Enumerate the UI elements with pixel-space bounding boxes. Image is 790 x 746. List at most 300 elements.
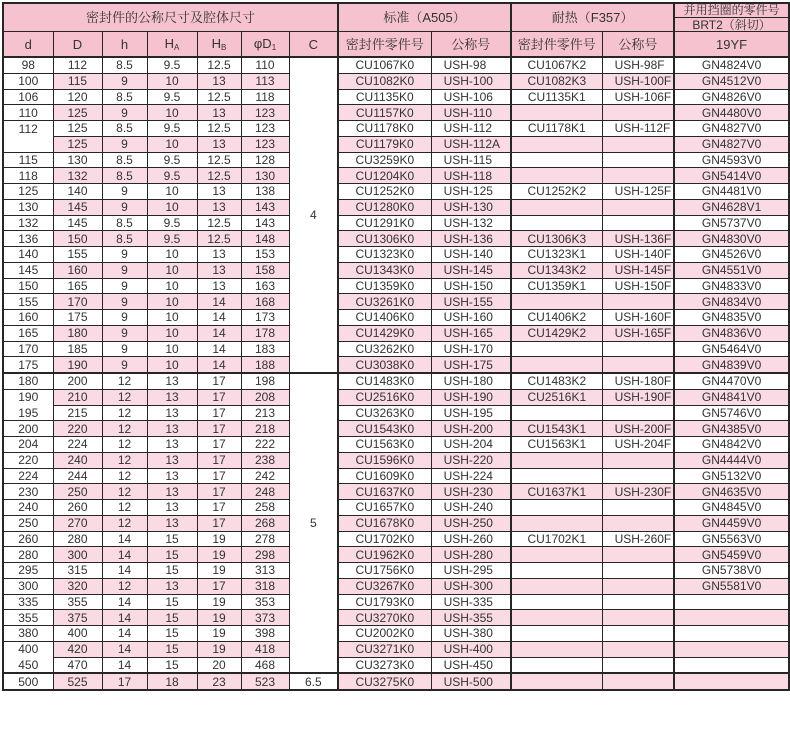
cell-hb: 12.5 xyxy=(197,89,241,105)
cell-heat-nominal-number: USH-112F xyxy=(602,121,674,137)
cell-standard-nominal-number: USH-136 xyxy=(431,231,511,247)
cell-standard-part-number: CU1637K0 xyxy=(338,484,431,500)
table-row xyxy=(3,262,789,278)
cell-phi-d1: 298 xyxy=(241,547,289,563)
cell-hb: 19 xyxy=(197,641,241,657)
table-row xyxy=(3,673,789,690)
cell-ha: 13 xyxy=(147,452,197,468)
cell-heat-part-number: CU1082K3 xyxy=(511,73,602,89)
cell-heat-part-number xyxy=(511,515,602,531)
cell-heat-part-number xyxy=(511,199,602,215)
cell-h: 8.5 xyxy=(102,231,147,247)
cell-heat-part-number xyxy=(511,405,602,421)
cell-backup-ring-part-number: GN4842V0 xyxy=(674,437,789,453)
cell-standard-part-number: CU2516K0 xyxy=(338,389,431,405)
cell-phi-d1: 158 xyxy=(241,262,289,278)
cell-heat-nominal-number xyxy=(602,152,674,168)
cell-h: 12 xyxy=(102,389,147,405)
col-header-D: D xyxy=(53,32,102,58)
cell-d: 300 xyxy=(3,578,53,594)
cell-hb: 12.5 xyxy=(197,231,241,247)
cell-phi-d1: 353 xyxy=(241,594,289,610)
table-row xyxy=(3,231,789,247)
cell-ha: 9.5 xyxy=(147,89,197,105)
cell-heat-part-number: CU1563K1 xyxy=(511,437,602,453)
table-row xyxy=(3,563,789,579)
cell-hb: 17 xyxy=(197,500,241,516)
cell-c: 5 xyxy=(289,373,338,673)
cell-heat-part-number: CU1252K2 xyxy=(511,184,602,200)
cell-backup-ring-part-number xyxy=(674,673,789,690)
cell-phi-d1: 258 xyxy=(241,500,289,516)
cell-ha: 15 xyxy=(147,657,197,673)
cell-hb: 14 xyxy=(197,325,241,341)
cell-heat-nominal-number xyxy=(602,405,674,421)
cell-d: 130 xyxy=(3,199,53,215)
cell-hb: 13 xyxy=(197,73,241,89)
col-header-ring-code: 19YF xyxy=(674,32,789,58)
cell-hb: 17 xyxy=(197,452,241,468)
cell-standard-part-number: CU2002K0 xyxy=(338,626,431,642)
cell-phi-d1: 468 xyxy=(241,657,289,673)
cell-ha: 13 xyxy=(147,468,197,484)
cell-heat-part-number xyxy=(511,468,602,484)
cell-standard-nominal-number: USH-500 xyxy=(431,673,511,690)
header-dimensions-title: 密封件的公称尺寸及腔体尺寸 xyxy=(3,3,338,32)
cell-heat-nominal-number xyxy=(602,641,674,657)
cell-h: 14 xyxy=(102,531,147,547)
cell-standard-part-number: CU3263K0 xyxy=(338,405,431,421)
cell-heat-nominal-number xyxy=(602,357,674,373)
cell-d: 240 xyxy=(3,500,53,516)
cell-d: 115 xyxy=(3,152,53,168)
cell-D: 125 xyxy=(53,105,102,121)
cell-h: 8.5 xyxy=(102,57,147,73)
cell-backup-ring-part-number: GN4830V0 xyxy=(674,231,789,247)
cell-heat-nominal-number xyxy=(602,515,674,531)
cell-standard-nominal-number: USH-250 xyxy=(431,515,511,531)
table-row xyxy=(3,547,789,563)
cell-heat-nominal-number xyxy=(602,610,674,626)
cell-standard-nominal-number: USH-400 xyxy=(431,641,511,657)
table-row xyxy=(3,341,789,357)
cell-h: 12 xyxy=(102,515,147,531)
cell-heat-nominal-number xyxy=(602,294,674,310)
cell-ha: 10 xyxy=(147,357,197,373)
table-row xyxy=(3,152,789,168)
cell-heat-part-number xyxy=(511,152,602,168)
cell-d: 295 xyxy=(3,563,53,579)
cell-h: 12 xyxy=(102,421,147,437)
cell-heat-part-number xyxy=(511,500,602,516)
table-row xyxy=(3,484,789,500)
cell-hb: 19 xyxy=(197,547,241,563)
cell-phi-d1: 398 xyxy=(241,626,289,642)
cell-heat-nominal-number xyxy=(602,168,674,184)
cell-hb: 19 xyxy=(197,563,241,579)
cell-standard-nominal-number: USH-140 xyxy=(431,247,511,263)
cell-ha: 10 xyxy=(147,136,197,152)
cell-heat-nominal-number xyxy=(602,657,674,673)
cell-heat-nominal-number xyxy=(602,673,674,690)
cell-standard-part-number: CU1483K0 xyxy=(338,373,431,389)
cell-D: 525 xyxy=(53,673,102,690)
cell-standard-nominal-number: USH-112 xyxy=(431,121,511,137)
cell-ha: 15 xyxy=(147,594,197,610)
cell-backup-ring-part-number: GN4481V0 xyxy=(674,184,789,200)
cell-d: 170 xyxy=(3,341,53,357)
cell-d: 400 xyxy=(3,641,53,657)
cell-D: 215 xyxy=(53,405,102,421)
cell-d: 220 xyxy=(3,452,53,468)
cell-h: 12 xyxy=(102,500,147,516)
cell-d: 500 xyxy=(3,673,53,690)
table-header xyxy=(3,3,789,57)
cell-h: 14 xyxy=(102,657,147,673)
cell-ha: 13 xyxy=(147,405,197,421)
cell-standard-nominal-number: USH-260 xyxy=(431,531,511,547)
cell-backup-ring-part-number: GN5737V0 xyxy=(674,215,789,231)
cell-D: 375 xyxy=(53,610,102,626)
cell-D: 180 xyxy=(53,325,102,341)
cell-D: 244 xyxy=(53,468,102,484)
cell-hb: 13 xyxy=(197,184,241,200)
cell-standard-part-number: CU3270K0 xyxy=(338,610,431,626)
cell-standard-part-number: CU1563K0 xyxy=(338,437,431,453)
cell-standard-nominal-number: USH-450 xyxy=(431,657,511,673)
cell-ha: 13 xyxy=(147,421,197,437)
table-row xyxy=(3,89,789,105)
col-header-hb: $H_B$ xyxy=(197,32,241,58)
cell-D: 355 xyxy=(53,594,102,610)
cell-heat-part-number xyxy=(511,105,602,121)
cell-hb: 12.5 xyxy=(197,168,241,184)
cell-heat-part-number xyxy=(511,452,602,468)
cell-heat-nominal-number: USH-98F xyxy=(602,57,674,73)
cell-standard-part-number: CU1678K0 xyxy=(338,515,431,531)
cell-hb: 20 xyxy=(197,657,241,673)
table-row xyxy=(3,199,789,215)
cell-D: 132 xyxy=(53,168,102,184)
cell-heat-nominal-number: USH-200F xyxy=(602,421,674,437)
cell-standard-part-number: CU1596K0 xyxy=(338,452,431,468)
cell-heat-nominal-number: USH-140F xyxy=(602,247,674,263)
cell-standard-part-number: CU1067K0 xyxy=(338,57,431,73)
cell-phi-d1: 130 xyxy=(241,168,289,184)
cell-hb: 17 xyxy=(197,437,241,453)
cell-d: 190 xyxy=(3,389,53,405)
cell-heat-part-number xyxy=(511,594,602,610)
table-row xyxy=(3,57,789,73)
cell-standard-part-number: CU1179K0 xyxy=(338,136,431,152)
cell-heat-part-number: CU1543K1 xyxy=(511,421,602,437)
cell-h: 17 xyxy=(102,673,147,690)
cell-d: 132 xyxy=(3,215,53,231)
cell-hb: 17 xyxy=(197,484,241,500)
cell-ha: 10 xyxy=(147,325,197,341)
cell-standard-nominal-number: USH-220 xyxy=(431,452,511,468)
cell-heat-nominal-number xyxy=(602,563,674,579)
table-row xyxy=(3,325,789,341)
cell-heat-nominal-number xyxy=(602,547,674,563)
cell-ha: 10 xyxy=(147,199,197,215)
cell-hb: 12.5 xyxy=(197,215,241,231)
cell-standard-nominal-number: USH-355 xyxy=(431,610,511,626)
cell-ha: 13 xyxy=(147,437,197,453)
cell-heat-part-number: CU1483K2 xyxy=(511,373,602,389)
cell-D: 160 xyxy=(53,262,102,278)
cell-heat-part-number: CU1359K1 xyxy=(511,278,602,294)
cell-phi-d1: 123 xyxy=(241,136,289,152)
cell-D: 165 xyxy=(53,278,102,294)
cell-hb: 13 xyxy=(197,136,241,152)
cell-ha: 9.5 xyxy=(147,231,197,247)
cell-phi-d1: 123 xyxy=(241,121,289,137)
cell-D: 125 xyxy=(53,121,102,137)
cell-phi-d1: 242 xyxy=(241,468,289,484)
cell-backup-ring-part-number xyxy=(674,657,789,673)
cell-standard-nominal-number: USH-155 xyxy=(431,294,511,310)
cell-backup-ring-part-number: GN4845V0 xyxy=(674,500,789,516)
header-standard-title: 标准（A505） xyxy=(338,3,511,32)
cell-standard-nominal-number: USH-204 xyxy=(431,437,511,453)
cell-heat-nominal-number xyxy=(602,341,674,357)
cell-hb: 19 xyxy=(197,531,241,547)
cell-backup-ring-part-number: GN5738V0 xyxy=(674,563,789,579)
cell-h: 14 xyxy=(102,626,147,642)
cell-ha: 10 xyxy=(147,341,197,357)
cell-backup-ring-part-number: GN5132V0 xyxy=(674,468,789,484)
cell-D: 145 xyxy=(53,215,102,231)
cell-standard-nominal-number: USH-98 xyxy=(431,57,511,73)
cell-backup-ring-part-number: GN5746V0 xyxy=(674,405,789,421)
cell-standard-part-number: CU1609K0 xyxy=(338,468,431,484)
cell-standard-part-number: CU1280K0 xyxy=(338,199,431,215)
cell-hb: 17 xyxy=(197,421,241,437)
cell-backup-ring-part-number: GN5464V0 xyxy=(674,341,789,357)
cell-hb: 14 xyxy=(197,294,241,310)
cell-backup-ring-part-number xyxy=(674,626,789,642)
cell-heat-part-number: CU1406K2 xyxy=(511,310,602,326)
seal-dimensions-table xyxy=(2,2,790,691)
cell-standard-part-number: CU3259K0 xyxy=(338,152,431,168)
cell-phi-d1: 123 xyxy=(241,105,289,121)
cell-D: 240 xyxy=(53,452,102,468)
cell-standard-nominal-number: USH-300 xyxy=(431,578,511,594)
cell-hb: 19 xyxy=(197,626,241,642)
cell-phi-d1: 128 xyxy=(241,152,289,168)
table-row xyxy=(3,247,789,263)
cell-heat-part-number: CU1306K3 xyxy=(511,231,602,247)
cell-h: 9 xyxy=(102,136,147,152)
col-header-d: d xyxy=(3,32,53,58)
col-header-ha: $H_A$ xyxy=(147,32,197,58)
cell-ha: 15 xyxy=(147,547,197,563)
cell-phi-d1: 183 xyxy=(241,341,289,357)
cell-h: 9 xyxy=(102,357,147,373)
cell-phi-d1: 143 xyxy=(241,199,289,215)
table-row xyxy=(3,421,789,437)
cell-D: 220 xyxy=(53,421,102,437)
cell-standard-nominal-number: USH-145 xyxy=(431,262,511,278)
cell-ha: 15 xyxy=(147,563,197,579)
cell-hb: 19 xyxy=(197,594,241,610)
cell-h: 8.5 xyxy=(102,215,147,231)
cell-hb: 12.5 xyxy=(197,152,241,168)
table-row xyxy=(3,389,789,405)
cell-heat-nominal-number: USH-260F xyxy=(602,531,674,547)
cell-backup-ring-part-number: GN4385V0 xyxy=(674,421,789,437)
cell-backup-ring-part-number: GN4480V0 xyxy=(674,105,789,121)
cell-standard-nominal-number: USH-380 xyxy=(431,626,511,642)
cell-h: 12 xyxy=(102,484,147,500)
cell-phi-d1: 313 xyxy=(241,563,289,579)
cell-h: 8.5 xyxy=(102,89,147,105)
cell-d: 280 xyxy=(3,547,53,563)
cell-D: 470 xyxy=(53,657,102,673)
cell-h: 9 xyxy=(102,341,147,357)
cell-backup-ring-part-number: GN4470V0 xyxy=(674,373,789,389)
cell-standard-nominal-number: USH-195 xyxy=(431,405,511,421)
cell-phi-d1: 110 xyxy=(241,57,289,73)
cell-D: 170 xyxy=(53,294,102,310)
cell-ha: 15 xyxy=(147,531,197,547)
cell-d: 98 xyxy=(3,57,53,73)
cell-standard-part-number: CU1793K0 xyxy=(338,594,431,610)
cell-h: 9 xyxy=(102,184,147,200)
cell-backup-ring-part-number xyxy=(674,594,789,610)
cell-standard-nominal-number: USH-130 xyxy=(431,199,511,215)
col-header-h: h xyxy=(102,32,147,58)
cell-standard-part-number: CU1157K0 xyxy=(338,105,431,121)
cell-h: 12 xyxy=(102,452,147,468)
cell-h: 12 xyxy=(102,373,147,389)
cell-standard-part-number: CU3273K0 xyxy=(338,657,431,673)
cell-standard-nominal-number: USH-180 xyxy=(431,373,511,389)
cell-standard-nominal-number: USH-165 xyxy=(431,325,511,341)
table-row xyxy=(3,121,789,137)
cell-ha: 9.5 xyxy=(147,121,197,137)
cell-D: 300 xyxy=(53,547,102,563)
cell-d: 110 xyxy=(3,105,53,121)
cell-ha: 10 xyxy=(147,294,197,310)
col-header-phi-d1: $\varphi D_1$ xyxy=(241,32,289,58)
cell-heat-part-number xyxy=(511,136,602,152)
cell-phi-d1: 523 xyxy=(241,673,289,690)
cell-d: 112 xyxy=(3,121,53,137)
cell-ha: 13 xyxy=(147,500,197,516)
cell-ha: 10 xyxy=(147,105,197,121)
cell-standard-part-number: CU3038K0 xyxy=(338,357,431,373)
cell-phi-d1: 153 xyxy=(241,247,289,263)
cell-standard-part-number: CU1756K0 xyxy=(338,563,431,579)
cell-standard-nominal-number: USH-170 xyxy=(431,341,511,357)
cell-heat-nominal-number: USH-180F xyxy=(602,373,674,389)
cell-d xyxy=(3,136,53,152)
cell-standard-part-number: CU1252K0 xyxy=(338,184,431,200)
cell-ha: 13 xyxy=(147,515,197,531)
cell-heat-part-number xyxy=(511,610,602,626)
cell-standard-nominal-number: USH-132 xyxy=(431,215,511,231)
cell-phi-d1: 188 xyxy=(241,357,289,373)
cell-D: 420 xyxy=(53,641,102,657)
table-row xyxy=(3,468,789,484)
cell-backup-ring-part-number: GN4635V0 xyxy=(674,484,789,500)
cell-heat-part-number xyxy=(511,657,602,673)
cell-backup-ring-part-number: GN4833V0 xyxy=(674,278,789,294)
cell-ha: 10 xyxy=(147,184,197,200)
cell-h: 12 xyxy=(102,405,147,421)
cell-heat-part-number: CU1178K1 xyxy=(511,121,602,137)
cell-heat-part-number: CU1067K2 xyxy=(511,57,602,73)
cell-heat-nominal-number xyxy=(602,105,674,121)
cell-d: 150 xyxy=(3,278,53,294)
cell-phi-d1: 163 xyxy=(241,278,289,294)
cell-heat-part-number xyxy=(511,357,602,373)
cell-heat-nominal-number: USH-204F xyxy=(602,437,674,453)
cell-D: 120 xyxy=(53,89,102,105)
cell-heat-nominal-number: USH-150F xyxy=(602,278,674,294)
cell-standard-part-number: CU1306K0 xyxy=(338,231,431,247)
cell-standard-nominal-number: USH-106 xyxy=(431,89,511,105)
cell-phi-d1: 168 xyxy=(241,294,289,310)
cell-ha: 9.5 xyxy=(147,152,197,168)
cell-backup-ring-part-number: GN4827V0 xyxy=(674,121,789,137)
cell-hb: 13 xyxy=(197,247,241,263)
table-body xyxy=(3,57,789,690)
cell-standard-part-number: CU1178K0 xyxy=(338,121,431,137)
header-backup-ring-line1: 并用挡圈的零件号 xyxy=(675,4,788,18)
cell-hb: 19 xyxy=(197,610,241,626)
cell-hb: 17 xyxy=(197,373,241,389)
cell-h: 12 xyxy=(102,437,147,453)
cell-heat-nominal-number: USH-136F xyxy=(602,231,674,247)
cell-standard-nominal-number: USH-335 xyxy=(431,594,511,610)
cell-phi-d1: 218 xyxy=(241,421,289,437)
table-row xyxy=(3,626,789,642)
cell-standard-nominal-number: USH-150 xyxy=(431,278,511,294)
table-row xyxy=(3,294,789,310)
cell-standard-part-number: CU3275K0 xyxy=(338,673,431,690)
table-row xyxy=(3,515,789,531)
table-row xyxy=(3,405,789,421)
cell-standard-nominal-number: USH-112A xyxy=(431,136,511,152)
cell-ha: 13 xyxy=(147,578,197,594)
cell-h: 8.5 xyxy=(102,121,147,137)
table-row xyxy=(3,437,789,453)
col-header-c: C xyxy=(289,32,338,58)
cell-d: 155 xyxy=(3,294,53,310)
cell-heat-nominal-number: USH-230F xyxy=(602,484,674,500)
cell-D: 115 xyxy=(53,73,102,89)
cell-hb: 13 xyxy=(197,105,241,121)
cell-D: 155 xyxy=(53,247,102,263)
header-backup-ring-line2: BRT2（斜切） xyxy=(692,18,771,32)
cell-hb: 13 xyxy=(197,278,241,294)
cell-d: 125 xyxy=(3,184,53,200)
cell-D: 315 xyxy=(53,563,102,579)
cell-backup-ring-part-number: GN4835V0 xyxy=(674,310,789,326)
cell-h: 9 xyxy=(102,294,147,310)
cell-h: 14 xyxy=(102,594,147,610)
cell-standard-nominal-number: USH-125 xyxy=(431,184,511,200)
cell-ha: 10 xyxy=(147,262,197,278)
table-row xyxy=(3,657,789,673)
cell-h: 14 xyxy=(102,610,147,626)
cell-ha: 9.5 xyxy=(147,168,197,184)
cell-hb: 17 xyxy=(197,405,241,421)
cell-ha: 13 xyxy=(147,373,197,389)
